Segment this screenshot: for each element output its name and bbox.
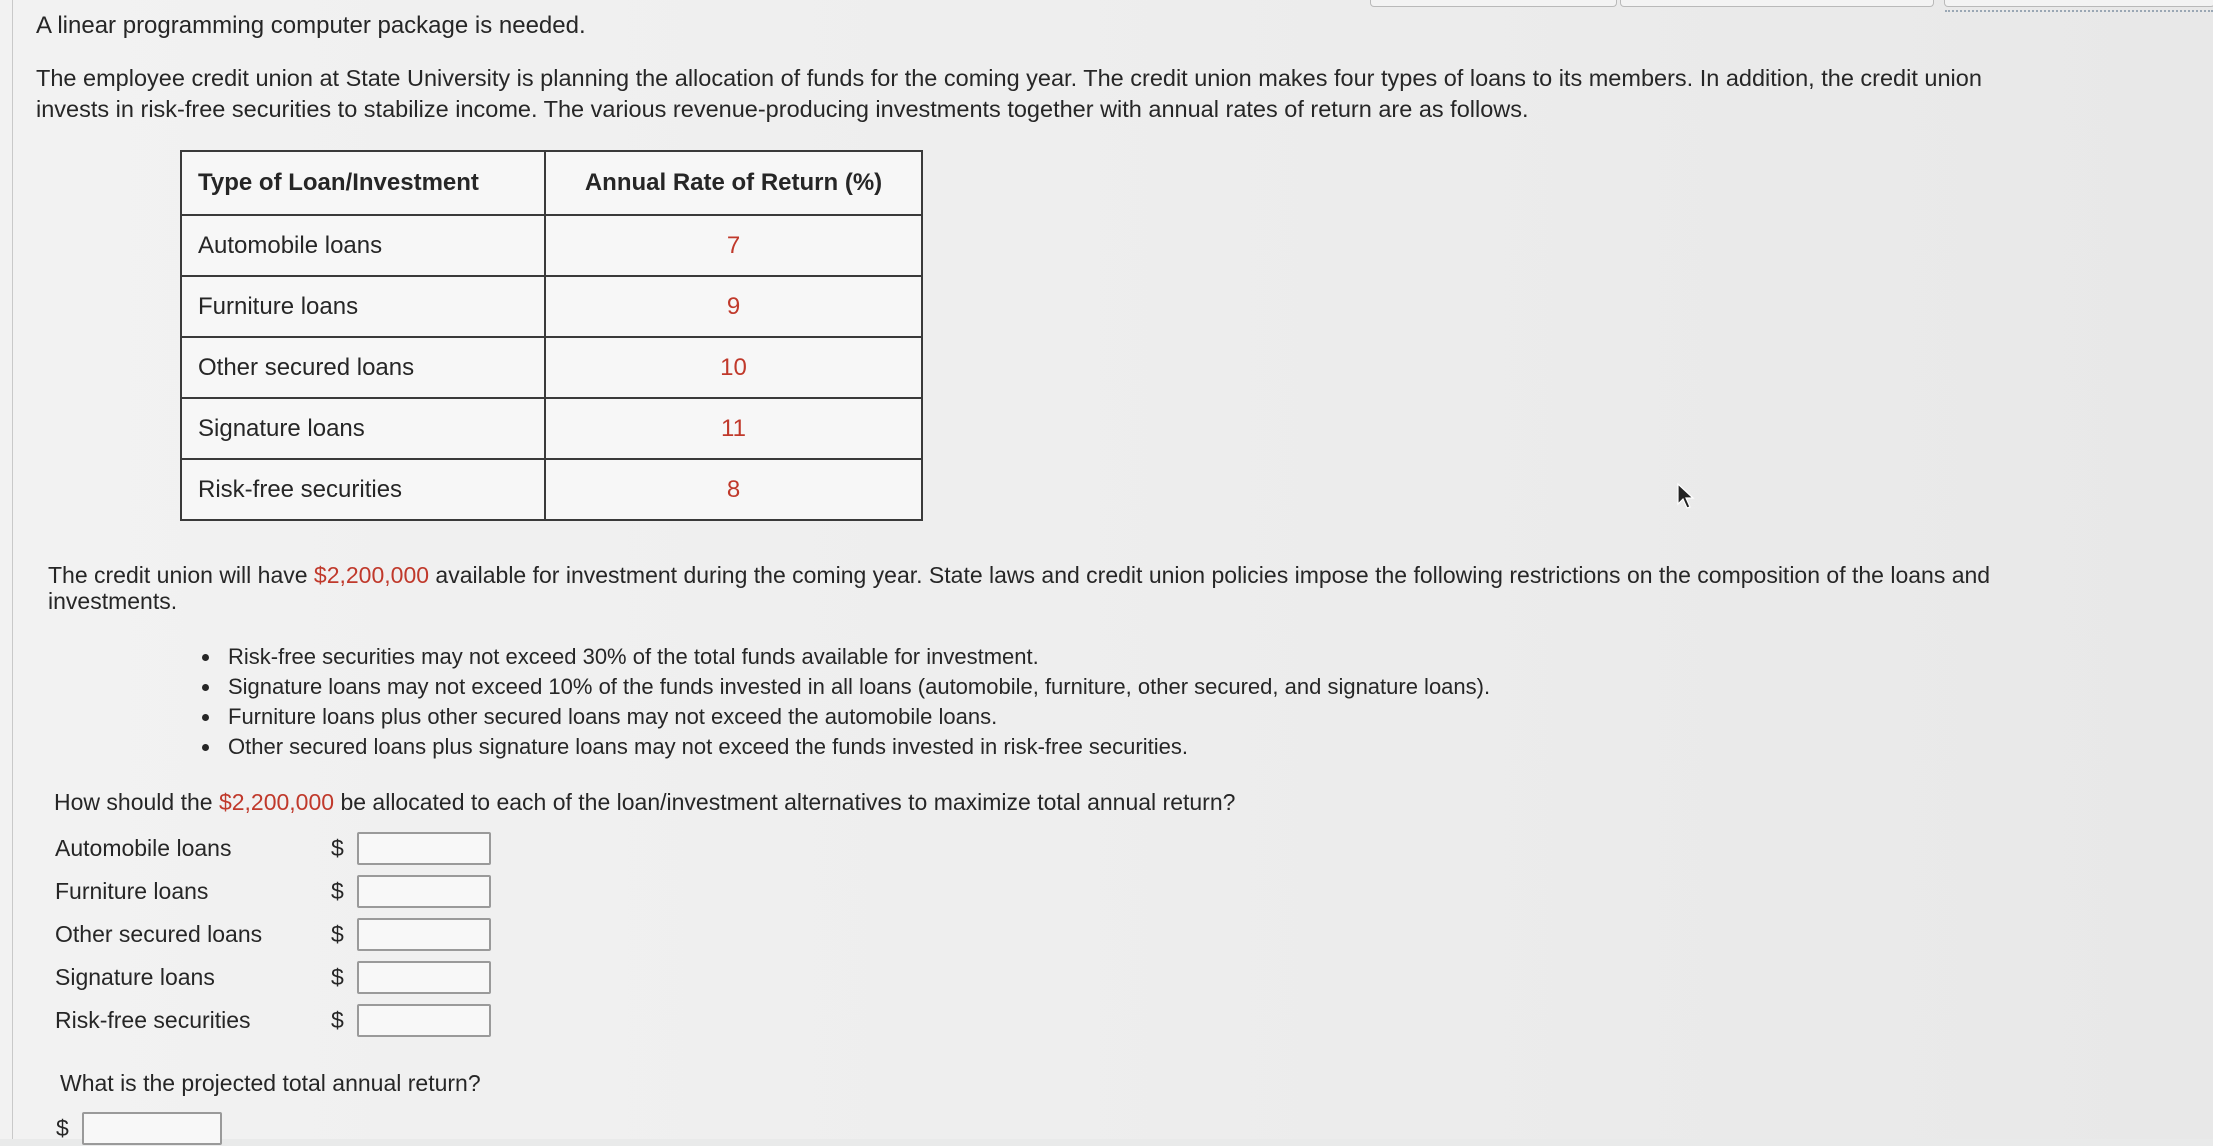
total-return-input[interactable] [82, 1112, 222, 1145]
funds-amount: $2,200,000 [313, 562, 430, 588]
list-item: • Other secured loans plus signature loans may not exceed the funds invested in risk-free securities. [222, 732, 1490, 762]
return-answer-row [56, 1110, 222, 1146]
header-rate: Annual Rate of Return (%) [545, 151, 922, 215]
question-text-after: be allocated to each of the loan/investment alternatives to maximize total annual return? [334, 789, 1236, 815]
left-divider [12, 0, 13, 1139]
table-row [181, 459, 922, 520]
returns-table [180, 150, 923, 521]
dollar-sign: $ [331, 1006, 344, 1033]
table-row [181, 398, 922, 459]
row-rate: 10 [545, 337, 922, 398]
answer-label: Other secured loans [55, 920, 263, 947]
answer-row-other-secured [55, 916, 491, 952]
answer-label: Signature loans [55, 963, 215, 990]
automobile-loans-input[interactable] [357, 832, 491, 865]
table-header-row [181, 151, 922, 215]
answer-label: Risk-free securities [55, 1006, 251, 1033]
answer-label: Furniture loans [55, 877, 209, 904]
funds-text-before: The credit union will have [48, 562, 314, 588]
furniture-loans-input[interactable] [357, 875, 491, 908]
answer-row-furniture [55, 873, 491, 909]
answer-label: Automobile loans [55, 834, 232, 861]
dotted-divider [1945, 10, 2213, 12]
row-rate: 11 [545, 398, 922, 459]
funds-paragraph [48, 562, 2208, 590]
intro-text: A linear programming computer package is needed. [36, 12, 586, 39]
row-type: Furniture loans [181, 276, 545, 337]
row-type: Other secured loans [181, 337, 545, 398]
return-question: What is the projected total annual return? [60, 1070, 481, 1096]
problem-line-1: The employee credit union at State University is planning the allocation of funds for the coming year. The credit union makes four types of loans to its members. In addition, the credit union [36, 65, 1982, 91]
dollar-sign: $ [331, 963, 344, 990]
row-rate: 8 [545, 459, 922, 520]
table-row [181, 276, 922, 337]
top-tab-left[interactable] [1370, 0, 1617, 7]
answer-row-risk-free [55, 1002, 491, 1038]
row-rate: 9 [545, 276, 922, 337]
problem-line-2: invests in risk-free securities to stabilize income. The various revenue-producing investments together with annual rates of return are as follows. [36, 96, 1529, 122]
row-rate: 7 [545, 215, 922, 276]
mouse-pointer-icon [1676, 482, 1696, 510]
list-item: • Risk-free securities may not exceed 30% of the total funds available for investment. [222, 642, 1490, 672]
top-tab-right[interactable] [1620, 0, 1934, 7]
row-type: Risk-free securities [181, 459, 545, 520]
top-tab-far-right[interactable] [1944, 0, 2213, 7]
allocation-question [54, 789, 1235, 817]
dollar-sign: $ [331, 920, 344, 947]
header-type: Type of Loan/Investment [181, 151, 545, 215]
dollar-sign: $ [56, 1114, 69, 1141]
dollar-sign: $ [331, 834, 344, 861]
dollar-sign: $ [331, 877, 344, 904]
funds-text-after: available for investment during the coming year. State laws and credit union policies impose the following restrictions on the composition of the loans and [429, 562, 1991, 588]
funds-line-2: investments. [48, 588, 178, 614]
question-amount: $2,200,000 [218, 789, 335, 815]
answer-row-signature [55, 959, 491, 995]
signature-loans-input[interactable] [357, 961, 491, 994]
list-item: • Furniture loans plus other secured loans may not exceed the automobile loans. [222, 702, 1490, 732]
restrictions-list [198, 642, 1490, 762]
row-type: Automobile loans [181, 215, 545, 276]
table-row [181, 337, 922, 398]
table-row [181, 215, 922, 276]
row-type: Signature loans [181, 398, 545, 459]
answer-row-automobile [55, 830, 491, 866]
other-secured-loans-input[interactable] [357, 918, 491, 951]
question-text-before: How should the [54, 789, 219, 815]
list-item: • Signature loans may not exceed 10% of the funds invested in all loans (automobile, furniture, other secured, and signature loans). [222, 672, 1490, 702]
risk-free-securities-input[interactable] [357, 1004, 491, 1037]
